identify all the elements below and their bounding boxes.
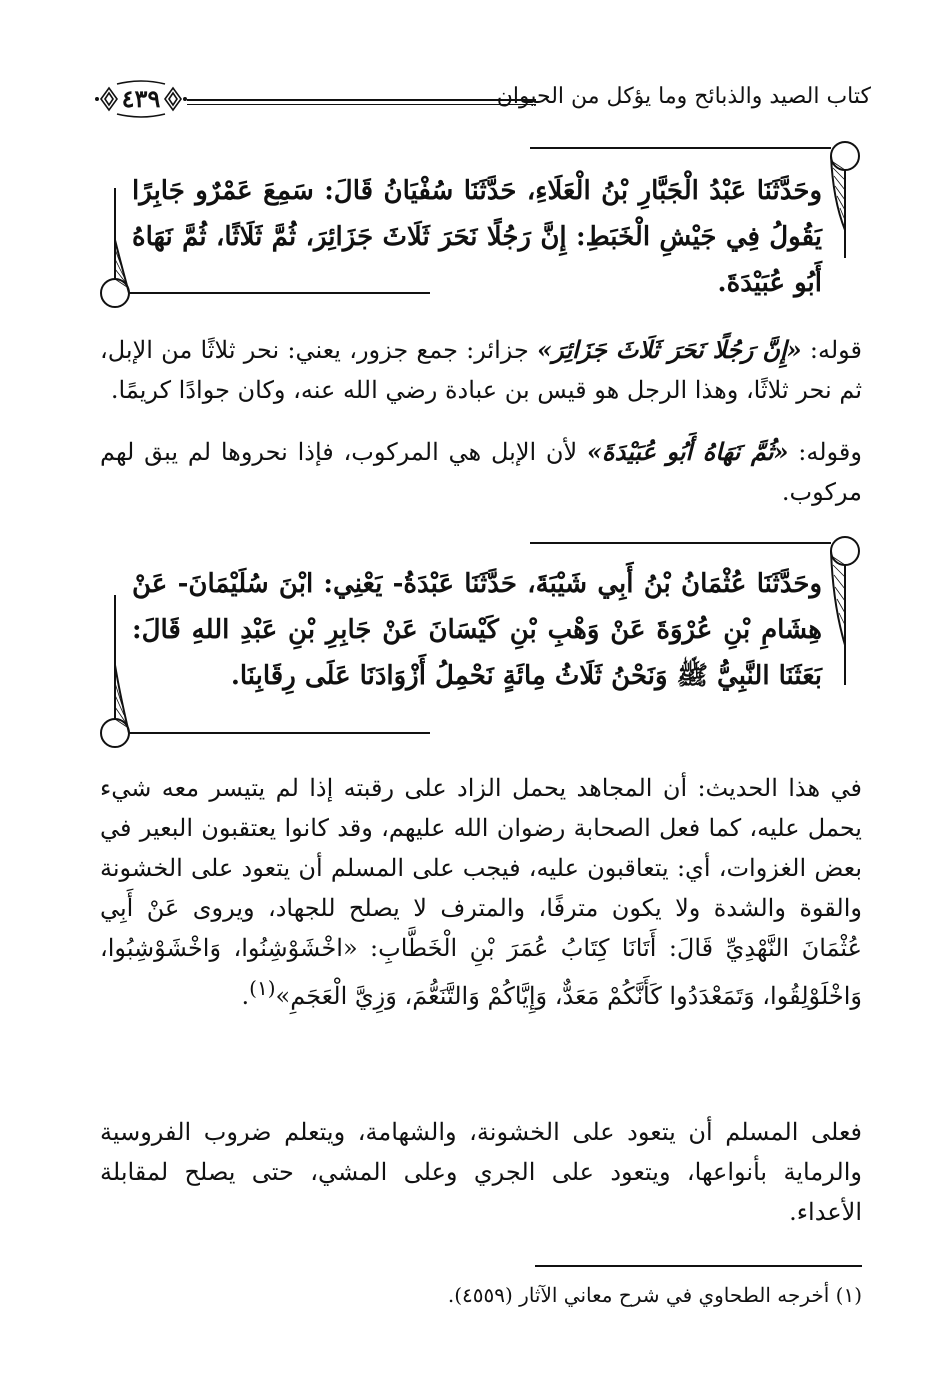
hadith-box-2	[100, 535, 860, 750]
commentary-3-end: .	[241, 982, 250, 1010]
commentary-3-body: في هذا الحديث: أن المجاهد يحمل الزاد على رقبته إذا لم يتيسر معه شيء يحمل عليه، كما فعل الصحابة رضوان الله عليهم، وقد كانوا يعتقبون البعير في بعض الغزوات، أي: يتعاقبون عليه، فيجب على المسلم أن يتعود على الخشونة والقوة والشدة ولا يكون مترفًا، والمترف لا يصلح للجهاد، ويروى عَنْ أَبِي عُثْمَانَ النَّهْدِيِّ قَالَ: أَتَانَا كِتَابُ عُمَرَ بْنِ الْخَطَّابِ: «اخْشَوْشِنُوا، وَاخْشَوْشِبُوا، وَاخْلَوْلِقُوا، وَتَمَعْدَدُوا كَأَنَّكُمْ مَعَدٌّ، وَإِيَّاكُمْ وَالتَّنَعُّمَ، وَزِيَّ الْعَجَمِ»	[100, 774, 862, 1010]
commentary-1-rest: جزائر: جمع جزور، يعني: نحر ثلاثًا من الإبل، ثم نحر ثلاثًا، وهذا الرجل هو قيس بن عبادة رضي الله عنه، وكان جوادًا كريمًا.	[100, 336, 862, 404]
hadith-text-1: وحَدَّثَنَا عَبْدُ الْجَبَّارِ بْنُ الْعَلَاءِ، حَدَّثَنَا سُفْيَانُ قَالَ: سَمِعَ عَمْرٌو جَابِرًا يَقُولُ فِي جَيْشِ الْخَبَطِ: إِنَّ رَجُلًا نَحَرَ ثَلَاثَ جَزَائِرَ، ثُمَّ ثَلَاثًا، ثُمَّ نَهَاهُ أَبُو عُبَيْدَةَ.	[132, 176, 822, 298]
hadith-text-2: وحَدَّثَنَا عُثْمَانُ بْنُ أَبِي شَيْبَةَ، حَدَّثَنَا عَبْدَةُ- يَعْنِي: ابْنَ سُلَيْمَانَ- عَنْ هِشَامِ بْنِ عُرْوَةَ عَنْ وَهْبِ بْنِ كَيْسَانَ عَنْ جَابِرِ بْنِ عَبْدِ اللهِ قَالَ: بَعَثَنَا النَّبِيُّ ﷺ وَنَحْنُ ثَلَاثُ مِائَةٍ نَحْمِلُ أَزْوَادَنَا عَلَى رِقَابِنَا.	[132, 569, 822, 691]
page-header	[95, 70, 871, 130]
page-number: ٤٣٩	[121, 84, 161, 113]
page-number-ornament	[95, 76, 187, 122]
footnote: (١) أخرجه الطحاوي في شرح معاني الآثار (٤٥٥٩).	[447, 1283, 862, 1307]
commentary-2-rest: لأن الإبل هي المركوب، فإذا نحروها لم يبق لهم مركوب.	[100, 438, 862, 506]
commentary-1-quote: «إِنَّ رَجُلًا نَحَرَ ثَلَاثَ جَزَائِرَ»	[537, 335, 802, 364]
footnote-rule	[535, 1265, 862, 1267]
commentary-2-prefix: وقوله:	[788, 438, 862, 466]
commentary-4-body: فعلى المسلم أن يتعود على الخشونة، والشهامة، ويتعلم ضروب الفروسية والرماية بأنواعها، ويتعود على الجري وعلى المشي، حتى يصلح لمقابلة الأعداء.	[100, 1118, 862, 1226]
footnote-reference: (١)	[249, 976, 276, 1000]
commentary-paragraph-3	[100, 768, 862, 1016]
commentary-paragraph-4	[100, 1112, 862, 1232]
running-title: كتاب الصيد والذبائح وما يؤكل من الحيوان	[496, 84, 871, 109]
commentary-paragraph-2	[100, 432, 862, 512]
commentary-paragraph-1	[100, 330, 862, 410]
commentary-1-prefix: قوله:	[801, 336, 863, 364]
header-rule	[187, 99, 536, 105]
commentary-2-quote: «ثُمَّ نَهَاهُ أَبُو عُبَيْدَةَ»	[587, 437, 789, 466]
hadith-box-1	[100, 140, 860, 310]
